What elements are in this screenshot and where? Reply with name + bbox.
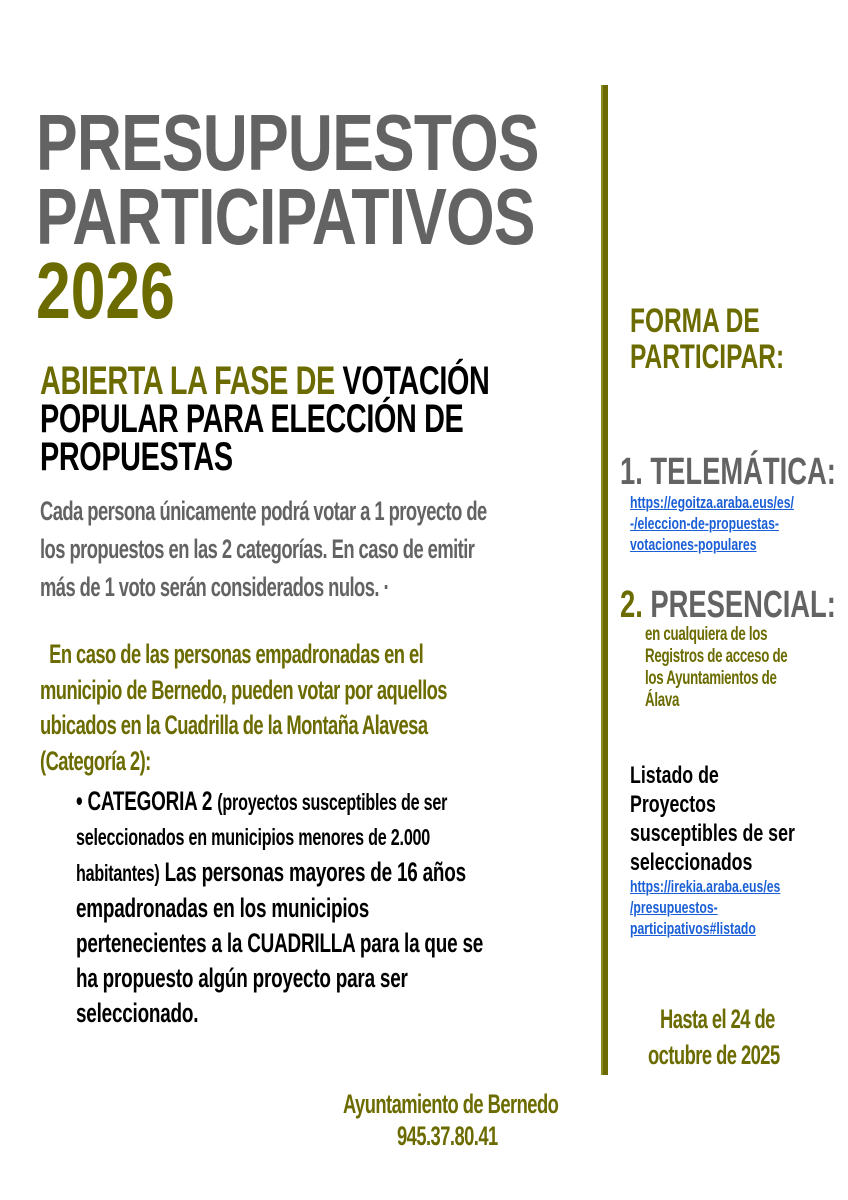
category-label: CATEGORIA 2: [87, 786, 218, 816]
forma-line: PARTICIPAR:: [630, 338, 785, 376]
project-list-heading: [630, 761, 848, 877]
heading-black-part: VOTACIÓN: [342, 359, 490, 403]
category-desc: seleccionado.: [76, 998, 199, 1028]
presencial-line: los Ayuntamientos de: [645, 668, 777, 689]
category-desc: ha propuesto algún proyecto para ser: [76, 963, 408, 993]
telematica-link[interactable]: [630, 492, 848, 555]
bernedo-line: ubicados en la Cuadrilla de la Montaña Alavesa: [40, 710, 428, 740]
category-paren: seleccionados en municipios menores de 2.000: [76, 824, 431, 850]
category-paren: (proyectos susceptibles de ser: [217, 789, 448, 815]
heading-line-3: PROPUESTAS: [40, 435, 233, 479]
footer-org: Ayuntamiento de Bernedo: [343, 1089, 559, 1119]
telematica-number: 1.: [620, 451, 643, 493]
category-desc: empadronadas en los municipios: [76, 893, 370, 923]
deadline-line: octubre de 2025: [648, 1040, 780, 1070]
telematica-link-line[interactable]: votaciones-populares: [630, 535, 757, 554]
category-desc: pertenecientes a la CUADRILLA para la que se: [76, 928, 484, 958]
presencial-label: PRESENCIAL:: [642, 584, 836, 626]
telematica-link-line[interactable]: https://egoitza.araba.eus/es/: [630, 493, 794, 512]
listado-line: Proyectos: [630, 791, 716, 818]
presencial-heading: [620, 586, 848, 624]
bernedo-eligibility-paragraph: [40, 637, 638, 779]
bernedo-line: municipio de Bernedo, pueden votar por aquellos: [40, 674, 447, 705]
bullet-icon: •: [76, 786, 88, 816]
voting-rule-paragraph: [40, 492, 697, 606]
category-2-bullet: [76, 784, 658, 1031]
rule-line: Cada persona únicamente podrá votar a 1 proyecto de: [40, 496, 487, 526]
listado-link-line[interactable]: participativos#listado: [630, 919, 756, 938]
heading-line-2: POPULAR PARA ELECCIÓN DE: [40, 397, 464, 441]
forma-line: FORMA DE: [630, 302, 760, 340]
title-line-2: PARTICIPATIVOS: [36, 172, 535, 261]
page-title: [36, 98, 680, 335]
how-to-participate-heading: [630, 303, 844, 375]
footer-phone: 945.37.80.41: [397, 1121, 498, 1151]
voting-phase-heading: [40, 359, 664, 479]
listado-link-line[interactable]: https://irekia.araba.eus/es: [630, 877, 781, 896]
telematica-heading: [620, 452, 848, 492]
bernedo-line: (Categoría 2):: [40, 745, 151, 776]
footer-contact: [343, 1088, 660, 1152]
vertical-divider: [601, 85, 608, 1075]
telematica-label: TELEMÁTICA:: [642, 451, 836, 493]
presencial-line: Álava: [645, 690, 680, 711]
listado-line: seleccionados: [630, 849, 753, 876]
listado-line: Listado de: [630, 762, 719, 789]
category-desc: Las personas mayores de 16 años: [159, 857, 466, 887]
rule-line: los propuestos en las 2 categorías. En caso de emitir: [40, 534, 475, 564]
deadline-line: Hasta el 24 de: [660, 1004, 775, 1034]
presencial-line: en cualquiera de los: [645, 624, 768, 645]
deadline-text: [648, 1001, 842, 1073]
category-paren: habitantes): [76, 860, 160, 886]
telematica-link-line[interactable]: -/eleccion-de-propuestas-: [630, 514, 779, 533]
title-line-1: PRESUPUESTOS: [36, 98, 539, 187]
presencial-line: Registros de acceso de: [645, 646, 788, 667]
presencial-number: 2.: [620, 584, 643, 626]
bernedo-line: En caso de las personas empadronadas en el: [40, 639, 424, 669]
heading-olive-part: ABIERTA LA FASE DE: [40, 359, 343, 403]
listado-link-line[interactable]: /presupuestos-: [630, 898, 718, 917]
presencial-description: [645, 624, 848, 712]
project-list-link[interactable]: [630, 876, 839, 939]
title-year: 2026: [36, 246, 175, 335]
rule-line: más de 1 voto serán considerados nulos. ·: [40, 572, 390, 602]
listado-line: susceptibles de ser: [630, 820, 795, 847]
